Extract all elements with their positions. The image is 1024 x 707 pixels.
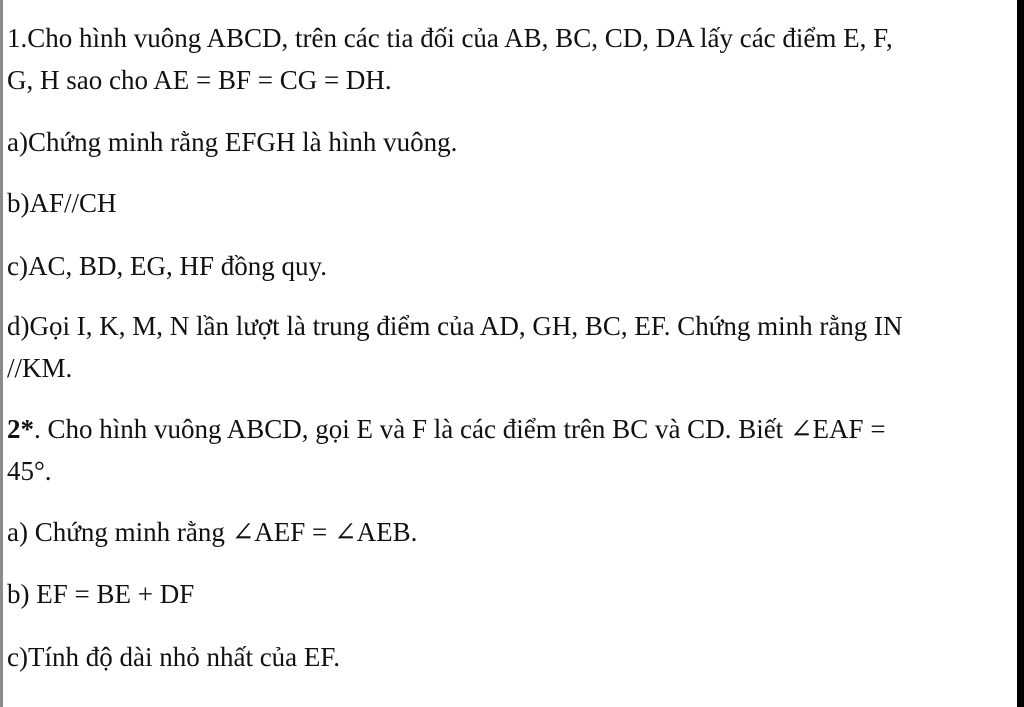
problem1-part-c: c)AC, BD, EG, HF đồng quy. [7,251,327,281]
problem1-statement-line1: 1.Cho hình vuông ABCD, trên các tia đối của AB, BC, CD, DA lấy các điểm E, F, [7,23,893,53]
problem1-part-a: a)Chứng minh rằng EFGH là hình vuông. [7,127,458,157]
problem2-part-c: c)Tính độ dài nhỏ nhất của EF. [7,642,341,672]
problem1-part-d-line2: //KM. [7,353,73,383]
problem2-part-a: a) Chứng minh rằng ∠AEF = ∠AEB. [7,517,418,547]
problem2-statement-line1 [7,409,886,449]
problem2-part-b: b) EF = BE + DF [7,579,195,609]
problem2-statement-rest: . Cho hình vuông ABCD, gọi E và F là các điểm trên BC và CD. Biết ∠EAF = [34,414,886,444]
problem1-part-b: b)AF//CH [7,188,117,218]
problem2-number: 2* [7,414,34,444]
problem1-statement-line2: G, H sao cho AE = BF = CG = DH. [7,65,392,95]
problem1-part-d-line1: d)Gọi I, K, M, N lần lượt là trung điểm của AD, GH, BC, EF. Chứng minh rằng IN [7,311,903,341]
problem2-statement-line2: 45°. [7,456,52,486]
